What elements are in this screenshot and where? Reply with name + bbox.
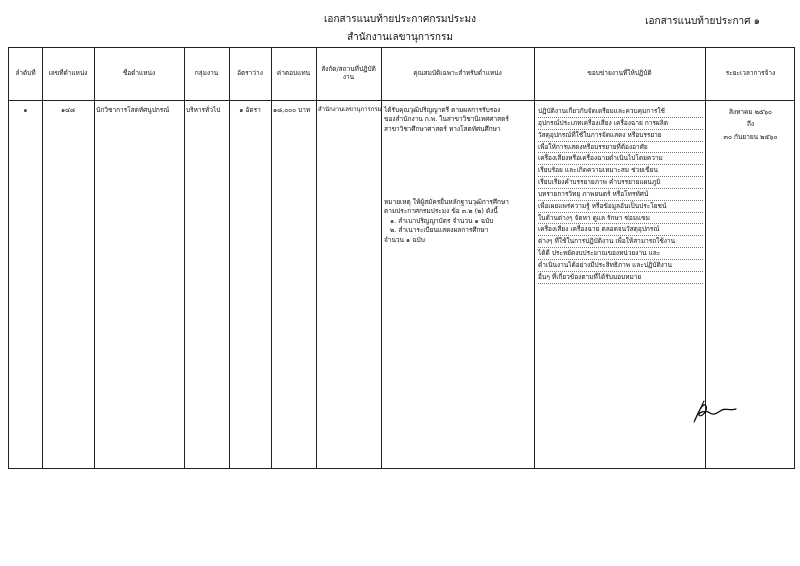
scope-line: เครื่องเสียง เครื่องฉาย ตลอดจนวัสดุอุปกรณ์ bbox=[538, 224, 703, 236]
note-line: หมายเหตุ ให้ผู้สมัครยื่นหลักฐานวุฒิการศึกษา bbox=[384, 198, 509, 206]
annex-label: เอกสารแนบท้ายประกาศ ๑ bbox=[645, 16, 760, 27]
header-salary: ค่าตอบแทน bbox=[276, 69, 311, 78]
scope-line: บทรายการวิทยุ ภาพยนตร์ หรือโทรทัศน์ bbox=[538, 189, 703, 201]
period-to: ๓๐ กันยายน ๒๕๖๐ bbox=[723, 132, 778, 141]
document-subtitle: สำนักงานเลขานุการกรม bbox=[347, 32, 453, 43]
header-group: กลุ่มงาน bbox=[194, 69, 219, 78]
scope-line: อื่นๆ ที่เกี่ยวข้องตามที่ได้รับมอบหมาย bbox=[538, 272, 703, 284]
column-divider bbox=[94, 48, 95, 468]
scope-line: ดำเนินงานได้อย่างมีประสิทธิภาพ และปฏิบัติงาน bbox=[538, 260, 703, 272]
cell-note bbox=[384, 198, 532, 245]
column-divider bbox=[271, 48, 272, 468]
scope-line: วัสดุอุปกรณ์ที่ใช้ในการจัดแสดง หรือบรรยาย bbox=[538, 130, 703, 142]
header-period: ระยะเวลาการจ้าง bbox=[725, 69, 776, 78]
header-no: ลำดับที่ bbox=[15, 69, 36, 78]
cell-group: บริหารทั่วไป bbox=[186, 106, 221, 114]
document-title: เอกสารแนบท้ายประกาศกรมประมง bbox=[324, 14, 476, 25]
scope-line: ปฏิบัติงานเกี่ยวกับจัดเตรียมและควบคุมการใช้ bbox=[538, 106, 703, 118]
note-line: ตามประกาศกรมประมง ข้อ ๓.๒ (๒) ดังนี้ bbox=[384, 207, 498, 216]
scope-line: ต่างๆ ที่ใช้ในการปฏิบัติงาน เพื่อให้สามารถใช้งาน bbox=[538, 236, 703, 248]
period-from: สิงหาคม ๒๕๖๐ bbox=[728, 108, 773, 116]
header-office: สังกัด/สถานที่ปฏิบัติงาน bbox=[321, 65, 376, 81]
cell-position-no: ๑๔๘ bbox=[60, 106, 76, 114]
scope-line: เครื่องเสียงหรือเครื่องฉายดำเนินไปโดยความ bbox=[538, 153, 703, 165]
scope-line: อุปกรณ์ประเภทเครื่องเสียง เครื่องฉาย การผลิต bbox=[538, 118, 703, 130]
note-line: ๑. สำเนาปริญญาบัตร จำนวน ๑ ฉบับ bbox=[390, 216, 494, 225]
column-divider bbox=[534, 48, 535, 468]
header-position-name: ชื่อตำแหน่ง bbox=[122, 69, 156, 78]
scope-line: เพื่อเผยแพร่ความรู้ หรือข้อมูลอันเป็นประโยชน์ bbox=[538, 201, 703, 213]
qualification-line: ของสำนักงาน ก.พ. ในสาขาวิชานิเทศศาสตร์ bbox=[384, 115, 509, 124]
header-vacancy: อัตราว่าง bbox=[237, 69, 263, 78]
cell-period bbox=[705, 106, 796, 143]
cell-scope bbox=[538, 106, 703, 284]
cell-vacancy: ๑ อัตรา bbox=[239, 106, 261, 114]
scope-line: เพื่อให้การแสดงหรือบรรยายที่ต้องอาศัย bbox=[538, 142, 703, 154]
qualification-line: สาขาวิชาศึกษาศาสตร์ ทางโสตทัศนศึกษา bbox=[384, 124, 501, 133]
header-qualification: คุณสมบัติเฉพาะสำหรับตำแหน่ง bbox=[413, 69, 502, 78]
period-to-word: ถึง bbox=[746, 120, 755, 129]
cell-salary: ๑๘,๐๐๐ บาท bbox=[273, 106, 311, 114]
position-table bbox=[8, 47, 795, 469]
header-position-no: เลขที่ตำแหน่ง bbox=[48, 69, 88, 78]
header-divider bbox=[9, 100, 794, 101]
scope-line: เรียบเรียงคำบรรยายภาพ คำบรรยายแผนภูมิ bbox=[538, 177, 703, 189]
scope-line: ในด้านต่างๆ จัดหา ดูแล รักษา ซ่อมแซม bbox=[538, 213, 703, 225]
header-scope: ขอบข่ายงานที่ให้ปฏิบัติ bbox=[587, 69, 652, 78]
cell-qualification bbox=[384, 106, 532, 134]
scope-line: ได้ดี ประหยัดงบประมาณของหน่วยงาน และ bbox=[538, 248, 703, 260]
note-line: จำนวน ๑ ฉบับ bbox=[384, 235, 425, 244]
column-divider bbox=[184, 48, 185, 468]
note-line: ๒. สำเนาระเบียนแสดงผลการศึกษา bbox=[390, 226, 489, 235]
qualification-line: ได้รับคุณวุฒิปริญญาตรี ตามผลการรับรอง bbox=[384, 106, 501, 114]
cell-position-name: นักวิชาการโสตทัศนูปกรณ์ bbox=[96, 106, 170, 114]
column-divider bbox=[316, 48, 317, 468]
cell-office: สำนักงานเลขานุการกรม bbox=[318, 106, 382, 113]
cell-no: ๑ bbox=[23, 106, 28, 114]
signature-mark bbox=[692, 398, 742, 424]
scope-line: เรียบร้อย และเกิดความเหมาะสม ช่วยเขียน bbox=[538, 165, 703, 177]
